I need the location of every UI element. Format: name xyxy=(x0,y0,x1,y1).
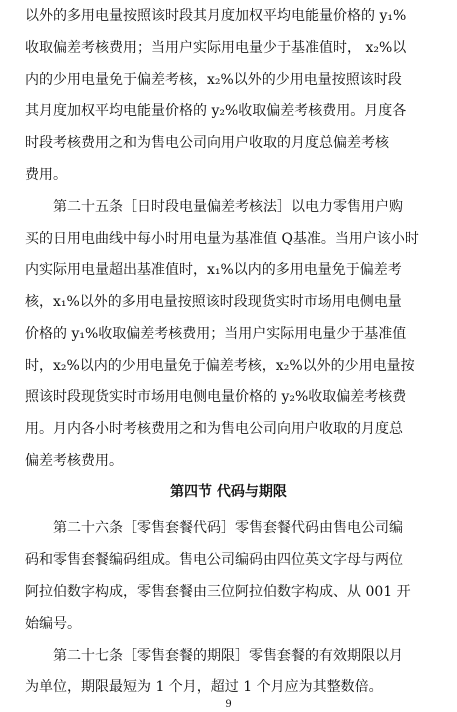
article-27-first-line: 第二十七条［零售套餐的期限］零售套餐的有效期限以月 xyxy=(53,648,403,664)
body-line: 核，x₁%以外的多用电量按照该时段现货实时市场用电侧电量 xyxy=(25,294,402,310)
body-line: 内的少用电量免于偏差考核，x₂%以外的少用电量按照该时段 xyxy=(25,72,402,88)
article-26-first-line: 第二十六条［零售套餐代码］零售套餐代码由售电公司编 xyxy=(53,520,403,536)
body-line: 用。月内各小时考核费用之和为售电公司向用户收取的月度总 xyxy=(25,421,403,437)
body-line: 码和零售套餐编码组成。售电公司编码由四位英文字母与两位 xyxy=(25,552,403,568)
body-line: 价格的 y₁%收取偏差考核费用；当用户实际用电量少于基准值 xyxy=(25,326,407,342)
body-line: 始编号。 xyxy=(25,616,81,632)
body-line: 时段考核费用之和为售电公司向用户收取的月度总偏差考核 xyxy=(25,135,389,151)
page-number: 9 xyxy=(225,699,232,710)
body-line: 收取偏差考核费用；当用户实际用电量少于基准值时， x₂%以 xyxy=(25,40,407,56)
body-line: 其月度加权平均电能量价格的 y₂%收取偏差考核费用。月度各 xyxy=(25,103,407,119)
body-line: 费用。 xyxy=(25,167,67,183)
body-line: 偏差考核费用。 xyxy=(25,453,123,469)
body-line: 为单位，期限最短为 1 个月，超过 1 个月应为其整数倍。 xyxy=(25,679,383,695)
body-line: 照该时段现货实时市场用电侧电量价格的 y₂%收取偏差考核费 xyxy=(25,389,407,405)
body-line: 内实际用电量超出基准值时，x₁%以内的多用电量免于偏差考 xyxy=(25,262,402,278)
body-line: 以外的多用电量按照该时段其月度加权平均电能量价格的 y₁% xyxy=(25,8,407,24)
body-line: 时，x₂%以内的少用电量免于偏差考核，x₂%以外的少用电量按 xyxy=(25,358,415,374)
article-25-first-line: 第二十五条［日时段电量偏差考核法］以电力零售用户购 xyxy=(53,199,403,215)
section-heading: 第四节 代码与期限 xyxy=(170,484,287,500)
body-line: 阿拉伯数字构成，零售套餐由三位阿拉伯数字构成、从 001 开 xyxy=(25,584,411,600)
body-line: 买的日用电曲线中每小时用电量为基准值 Q基准。当用户该小时 xyxy=(25,231,419,247)
